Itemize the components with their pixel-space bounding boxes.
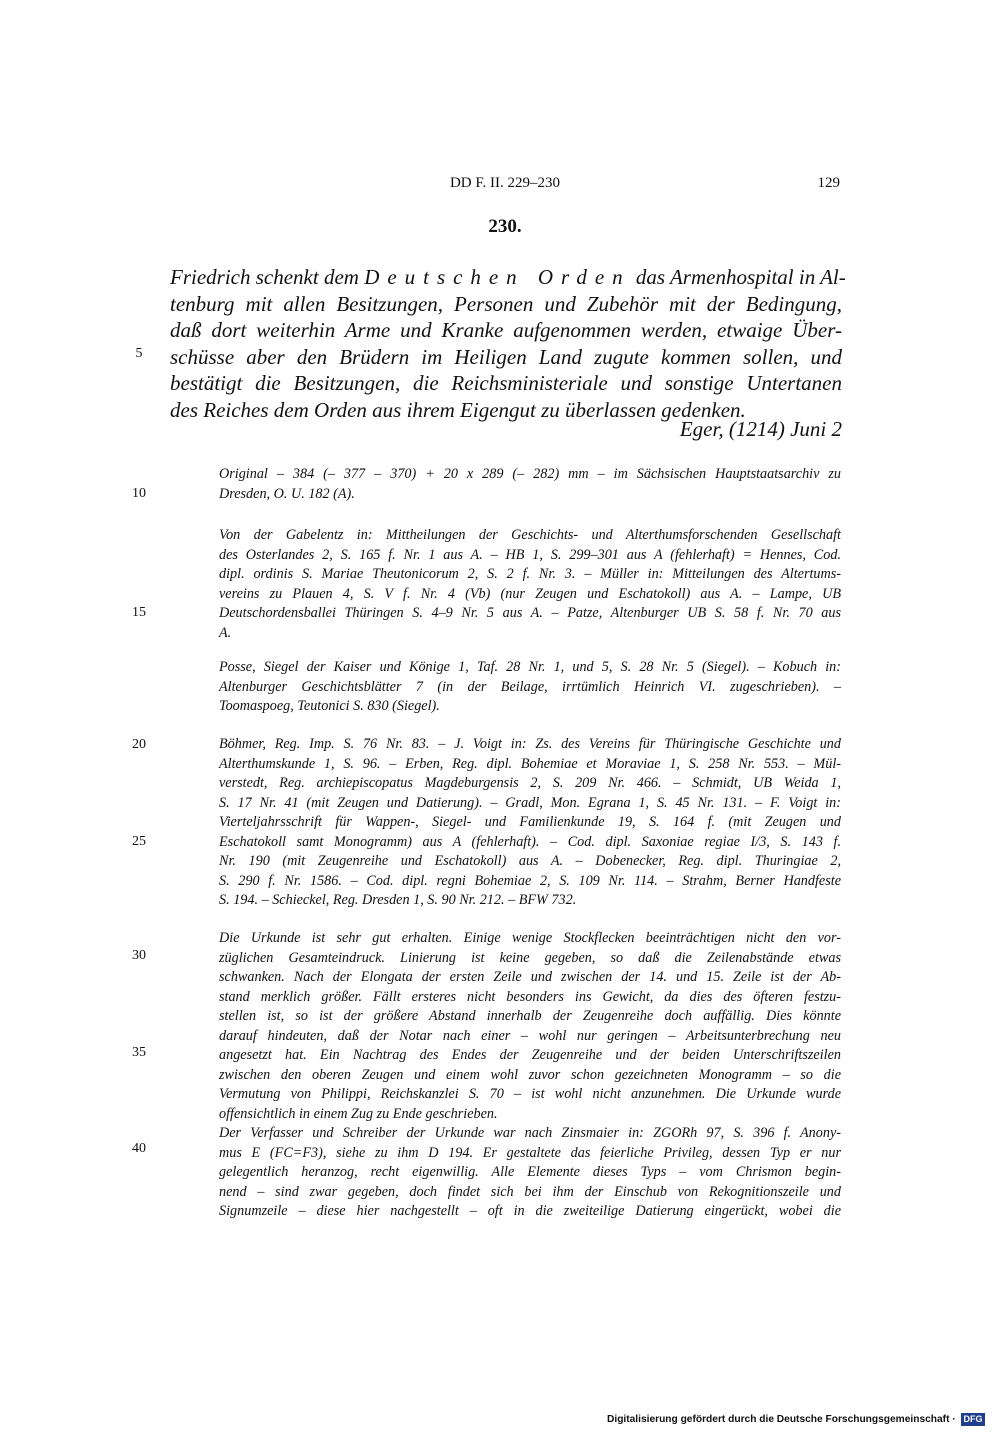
- note-line: A.: [219, 624, 232, 641]
- note-line: darauf hindeuten, daß der Notar nach einer – wohl nur geringen – Arbeitsunterbrechung neu: [219, 1027, 841, 1044]
- note-line: züglichen Gesamteindruck. Linierung ist keine gegeben, so daß die Zeilenabstände etwas: [219, 949, 841, 966]
- note-line: angesetzt hat. Ein Nachtrag des Endes der Zeugenreihe und der beiden Unterschriftszeilen: [219, 1047, 841, 1063]
- note-line: Eschatokoll samt Monogramm) aus A (fehlerhaft). – Cod. dipl. Saxoniae regiae I/3, S. 143 f.: [219, 833, 841, 850]
- note-line: Vierteljahrsschrift für Wappen-, Siegel- und Familienkunde 19, S. 164 f. (mit Zeugen und: [219, 814, 841, 830]
- note-line: Der Verfasser und Schreiber der Urkunde war nach Zinsmaier in: ZGORh 97, S. 396 f. Anony-: [219, 1125, 841, 1141]
- note-line: Nr. 190 (mit Zeugenreihe und Eschatokoll) aus A. – Dobenecker, Reg. dipl. Thuringiae 2,: [219, 853, 841, 869]
- line-number: 15: [132, 605, 146, 620]
- note-line: Posse, Siegel der Kaiser und Könige 1, Taf. 28 Nr. 1, und 5, S. 28 Nr. 5 (Siegel). – Kobuch in:: [219, 659, 841, 675]
- note-line: stellen ist, so ist der größere Abstand innerhalb der Zeugenreihe doch auffällig. Dies könnte: [219, 1008, 841, 1024]
- note-line: Böhmer, Reg. Imp. S. 76 Nr. 83. – J. Voigt in: Zs. des Vereins für Thüringische Geschichte und: [219, 736, 841, 752]
- line-number: 5: [135, 346, 143, 361]
- regest: [170, 264, 846, 423]
- note-line: mus E (FC=F3), siehe zu ihm D 194. Er gestaltete das feierliche Privileg, dessen Typ er nur: [219, 1144, 841, 1161]
- note-line: schwanken. Nach der Elongata der ersten Zeile und zwischen der 14. und 15. Zeile ist der Ab-: [219, 969, 841, 985]
- page-number: 129: [817, 175, 840, 191]
- running-head-title: DD F. II. 229–230: [449, 175, 561, 191]
- regest-line: tenburg mit allen Besitzungen, Personen und Zubehör mit der Bedingung,: [170, 291, 842, 316]
- regest-line: des Reiches dem Orden aus ihrem Eigengut zu überlassen gedenken.: [170, 397, 746, 422]
- line-number: 10: [132, 486, 146, 501]
- note-seal: [219, 658, 841, 717]
- note-line: vereins zu Plauen 4, S. V f. Nr. 4 (Vb) (nur Zeugen und Eschatokoll) aus A. – Lampe, UB: [219, 585, 841, 602]
- note-line: Alterthumskunde 1, S. 96. – Erben, Reg. dipl. Bohemiae et Moraviae 1, S. 258 Nr. 553. – Mül-: [219, 755, 841, 772]
- regest-line: daß dort weiterhin Arme und Kranke aufgenommen werden, etwaige Über-: [170, 318, 842, 342]
- line-number: 30: [132, 948, 146, 963]
- running-head: [170, 175, 840, 195]
- note-original: [219, 465, 841, 504]
- regest-line: bestätigt die Besitzungen, die Reichsministeriale und sonstige Untertanen: [170, 371, 842, 395]
- note-line: des Osterlandes 2, S. 165 f. Nr. 1 aus A. – HB 1, S. 299–301 aus A (fehlerhaft) = Hennes, Cod.: [219, 546, 841, 563]
- note-line: Dresden, O. U. 182 (A).: [219, 485, 355, 502]
- place-date: Eger, (1214) Juni 2: [679, 417, 842, 441]
- line-number: 25: [132, 834, 146, 849]
- spaced-name: Deutschen Orden: [364, 265, 631, 289]
- note-line: S. 290 f. Nr. 1586. – Cod. dipl. regni Bohemiae 2, S. 109 Nr. 114. – Strahm, Berner Handfeste: [219, 872, 841, 889]
- note-line: Von der Gabelentz in: Mittheilungen der Geschichts- und Alterthumsforschenden Gesellschaft: [219, 527, 841, 543]
- note-line: Die Urkunde ist sehr gut erhalten. Einige wenige Stockflecken beeinträchtigen nicht den vor-: [219, 930, 841, 946]
- note-line: Toomaspoeg, Teutonici S. 830 (Siegel).: [219, 698, 440, 714]
- line-number: 20: [132, 737, 146, 752]
- regest-line: schüsse aber den Brüdern im Heiligen Land zugute kommen sollen, und: [170, 344, 842, 369]
- note-line: S. 17 Nr. 41 (mit Zeugen und Datierung). – Gradl, Mon. Egrana 1, S. 45 Nr. 131. – F. Voigt in:: [219, 794, 841, 811]
- regest-line: Friedrich schenkt dem Deutschen Orden das Armenhospital in Al-: [170, 265, 846, 289]
- funding-credit: Digitalisierung gefördert durch die Deutsche Forschungsgemeinschaft ·: [607, 1414, 956, 1425]
- note-line: Original – 384 (– 377 – 370) + 20 x 289 (– 282) mm – im Sächsischen Hauptstaatsarchiv zu: [219, 466, 841, 482]
- note-line: S. 194. – Schieckel, Reg. Dresden 1, S. 90 Nr. 212. – BFW 732.: [219, 892, 577, 908]
- note-commentary: [219, 929, 841, 1222]
- note-line: nend – sind zwar gegeben, doch findet sich bei ihm der Einschub von Rekognitionszeile und: [219, 1183, 841, 1200]
- note-editions: [219, 526, 841, 643]
- note-line: dipl. ordinis S. Mariae Theutonicorum 2, S. 2 f. Nr. 3. – Müller in: Mitteilungen des Altertums-: [219, 566, 841, 582]
- note-line: Altenburger Geschichtsblätter 7 (in der Beilage, irrtümlich Heinrich VI. zugeschrieben). –: [219, 678, 841, 695]
- note-line: verstedt, Reg. archiepiscopatus Magdeburgensis 2, S. 209 Nr. 466. – Schmidt, UB Weida 1,: [219, 775, 841, 791]
- note-line: offensichtlich in einem Zug zu Ende geschrieben.: [219, 1105, 498, 1122]
- note-line: gelegentlich heranzog, recht eigenwillig. Alle Elemente dieses Typs – vom Chrismon begin-: [219, 1164, 841, 1180]
- document-number: 230.: [488, 216, 522, 237]
- note-regests: [219, 735, 841, 911]
- note-line: Vermutung von Philippi, Reichskanzlei S. 70 – ist wohl nicht anzunehmen. Die Urkunde wurde: [219, 1086, 841, 1102]
- note-line: Signumzeile – diese hier nachgestellt – oft in die zweiteilige Datierung eingerückt, wobei die: [219, 1203, 841, 1219]
- dfg-logo: DFG: [961, 1413, 985, 1426]
- line-number: 35: [132, 1045, 146, 1060]
- note-line: zwischen den oberen Zeugen und einem wohl zuvor schon gezeichneten Monogramm – so die: [219, 1066, 841, 1083]
- note-line: stand merklich größer. Fällt ersteres nicht besonders ins Gewicht, da dies des öfteren festzu-: [219, 988, 841, 1005]
- note-line: Deutschordensballei Thüringen S. 4–9 Nr. 5 aus A. – Patze, Altenburger UB S. 58 f. Nr. 70 aus: [219, 605, 841, 621]
- line-number: 40: [132, 1141, 146, 1156]
